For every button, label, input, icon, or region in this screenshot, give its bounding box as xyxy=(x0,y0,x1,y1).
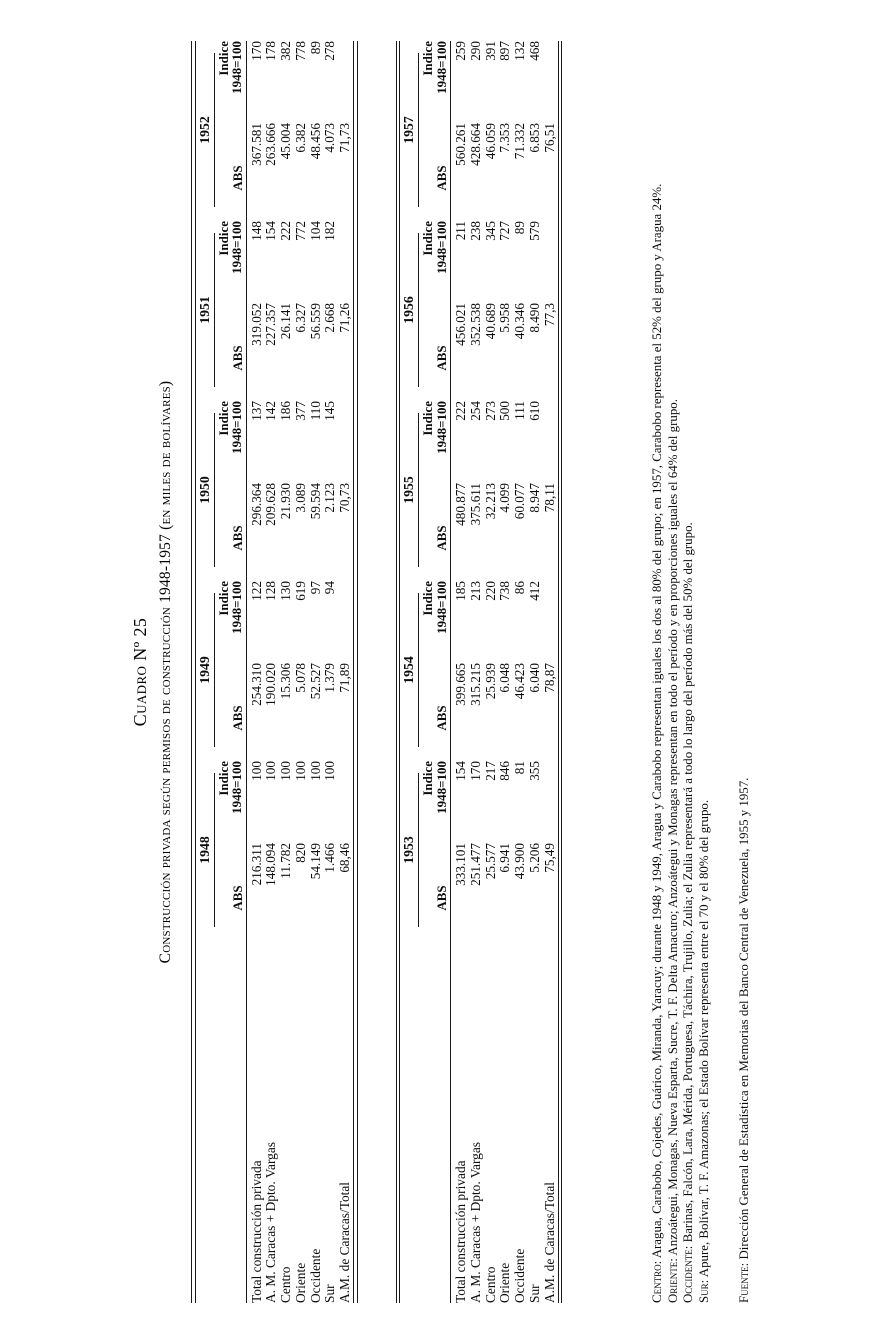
indice-value xyxy=(338,41,353,121)
indice-value: 278 xyxy=(322,41,338,61)
abs-value: 6.040 xyxy=(527,663,543,693)
abs-value: 32.213 xyxy=(482,483,498,520)
indice-value: 220 xyxy=(482,581,498,601)
indice-value: 100 xyxy=(248,761,264,781)
abs-value: 251.477 xyxy=(467,843,483,886)
abs-value: 2.668 xyxy=(322,303,338,333)
abs-header: ABS xyxy=(217,301,247,401)
indice-value: 772 xyxy=(292,221,308,241)
row-label: Occidente xyxy=(307,1248,323,1303)
abs-value: 6.941 xyxy=(497,843,513,873)
row-label-header xyxy=(421,941,451,1303)
indice-value: 468 xyxy=(527,41,543,61)
abs-value: 71,73 xyxy=(337,123,353,153)
indice-value: 213 xyxy=(467,581,483,601)
indice-header: Indice 1948=100 xyxy=(421,221,451,301)
year-header: 1948 xyxy=(195,761,217,941)
indice-header: Indice 1948=100 xyxy=(217,581,247,661)
indice-value: 185 xyxy=(453,581,469,601)
indice-value: 132 xyxy=(512,41,528,61)
table-row xyxy=(338,41,353,1303)
indice-value: 110 xyxy=(307,401,323,421)
table-row xyxy=(294,41,309,1303)
indice-value: 89 xyxy=(307,41,323,55)
abs-value: 46.059 xyxy=(482,123,498,160)
row-label: Occidente xyxy=(512,1248,528,1303)
abs-value: 71,89 xyxy=(337,663,353,693)
indice-value: 500 xyxy=(497,401,513,421)
abs-value: 6.048 xyxy=(497,663,513,693)
abs-value: 227.357 xyxy=(263,303,279,346)
abs-value: 75,49 xyxy=(541,843,557,873)
abs-value: 40.689 xyxy=(482,303,498,340)
abs-header: ABS xyxy=(217,661,247,761)
abs-value: 148.094 xyxy=(263,843,279,886)
indice-value: 897 xyxy=(497,41,513,61)
abs-value: 399.665 xyxy=(453,663,469,706)
row-label: Total construcción privada xyxy=(248,1160,264,1303)
indice-value: 170 xyxy=(467,761,483,781)
indice-value: 94 xyxy=(322,581,338,595)
abs-value: 4.099 xyxy=(497,483,513,513)
indice-value: 104 xyxy=(307,221,323,241)
indice-value: 89 xyxy=(512,221,528,235)
abs-value: 68,46 xyxy=(337,843,353,873)
indice-value: 377 xyxy=(292,401,308,421)
abs-value: 560.261 xyxy=(453,123,469,166)
abs-value: 48.456 xyxy=(307,123,323,160)
year-header: 1952 xyxy=(195,41,217,221)
abs-value: 352.538 xyxy=(467,303,483,346)
indice-value xyxy=(338,401,353,481)
indice-header: Indice 1948=100 xyxy=(217,761,247,841)
row-label: Sur xyxy=(322,1284,338,1303)
abs-value: 77,3 xyxy=(541,303,557,327)
data-table-first-half xyxy=(195,41,355,1303)
indice-header: Indice 1948=100 xyxy=(421,761,451,841)
indice-header: Indice 1948=100 xyxy=(421,41,451,121)
abs-value: 6.853 xyxy=(527,123,543,153)
indice-value: 142 xyxy=(263,401,279,421)
abs-value: 6.382 xyxy=(292,123,308,153)
indice-value: 254 xyxy=(467,401,483,421)
indice-value: 100 xyxy=(278,761,294,781)
abs-value: 21.930 xyxy=(278,483,294,520)
abs-value: 26.141 xyxy=(278,303,294,340)
abs-value: 78,87 xyxy=(541,663,557,693)
data-table-second-half xyxy=(399,41,559,1303)
abs-value: 333.101 xyxy=(453,843,469,886)
abs-value: 216.311 xyxy=(248,843,264,886)
abs-value: 315.215 xyxy=(467,663,483,706)
indice-header: Indice 1948=100 xyxy=(421,401,451,481)
footnote: Occidente: Barinas, Falcón, Lara, Mérida, Portuguesa, Táchira, Trujillo, Zulia; el Zulia representará a todo lo largo del período más del 50% del grupo. xyxy=(681,522,696,1303)
abs-value: 8.947 xyxy=(527,483,543,513)
table-row xyxy=(309,41,324,1303)
abs-value: 5.958 xyxy=(497,303,513,333)
table-1953-1957 xyxy=(396,41,563,1303)
row-label: Sur xyxy=(527,1284,543,1303)
abs-value: 5.078 xyxy=(292,663,308,693)
abs-value: 6.327 xyxy=(292,303,308,333)
row-label-header xyxy=(217,941,247,1303)
indice-value: 97 xyxy=(307,581,323,595)
footnote-lead: Centro: xyxy=(650,1260,665,1303)
indice-value: 355 xyxy=(527,761,543,781)
indice-value: 259 xyxy=(453,41,469,61)
indice-value xyxy=(338,221,353,301)
indice-value: 579 xyxy=(527,221,543,241)
abs-value: 319.052 xyxy=(248,303,264,346)
abs-value: 45.004 xyxy=(278,123,294,160)
indice-value: 619 xyxy=(292,581,308,601)
indice-value: 81 xyxy=(512,761,528,775)
footnote: Centro: Aragua, Carabobo, Cojedes, Guárico, Miranda, Yaracuy; durante 1948 y 1949, Aragua y Carabobo representan iguales los dos al 80% del grupo; en 1957, Carabobo representa el 52% del grupo y Aragua 24%. xyxy=(650,183,665,1303)
indice-value: 100 xyxy=(307,761,323,781)
footnotes xyxy=(650,58,712,1303)
footnote-lead: Sur: xyxy=(696,1279,711,1303)
indice-value: 145 xyxy=(322,401,338,421)
table-row xyxy=(528,41,543,1303)
indice-value: 86 xyxy=(512,581,528,595)
indice-value: 100 xyxy=(322,761,338,781)
indice-header: Indice 1948=100 xyxy=(217,401,247,481)
table-1948-1952 xyxy=(191,41,358,1303)
indice-value: 128 xyxy=(263,581,279,601)
indice-value xyxy=(543,41,558,121)
year-header: 1953 xyxy=(400,761,422,941)
abs-value: 263.666 xyxy=(263,123,279,166)
abs-header: ABS xyxy=(217,121,247,221)
indice-value xyxy=(543,581,558,661)
row-label: A. M. Caracas + Dpto. Vargas xyxy=(263,1141,279,1303)
indice-value: 290 xyxy=(467,41,483,61)
row-label: A.M. de Caracas/Total xyxy=(541,1181,557,1303)
table-row xyxy=(279,41,294,1303)
abs-header: ABS xyxy=(421,661,451,761)
indice-value xyxy=(543,761,558,841)
abs-value: 25.939 xyxy=(482,663,498,700)
indice-value: 610 xyxy=(527,401,543,421)
abs-value: 71.332 xyxy=(512,123,528,160)
abs-value: 375.611 xyxy=(467,483,483,526)
abs-value: 40.346 xyxy=(512,303,528,340)
indice-value xyxy=(338,581,353,661)
abs-value: 76,51 xyxy=(541,123,557,153)
abs-value: 820 xyxy=(292,843,308,863)
table-row xyxy=(513,41,528,1303)
row-label: Total construcción privada xyxy=(453,1160,469,1303)
indice-value: 130 xyxy=(278,581,294,601)
year-header: 1955 xyxy=(400,401,422,581)
row-label: Oriente xyxy=(497,1262,513,1303)
indice-value: 182 xyxy=(322,221,338,241)
table-number-title: Cuadro Nº 25 xyxy=(130,617,150,727)
indice-value: 217 xyxy=(482,761,498,781)
abs-value: 480.877 xyxy=(453,483,469,526)
indice-value: 412 xyxy=(527,581,543,601)
abs-value: 2.123 xyxy=(322,483,338,513)
abs-header: ABS xyxy=(421,301,451,401)
abs-value: 254.310 xyxy=(248,663,264,706)
table-row xyxy=(451,41,469,1303)
indice-value: 391 xyxy=(482,41,498,61)
table-row xyxy=(469,41,484,1303)
row-label-header xyxy=(195,941,217,1303)
abs-value: 190.020 xyxy=(263,663,279,706)
abs-header: ABS xyxy=(421,481,451,581)
year-header: 1957 xyxy=(400,41,422,221)
indice-value: 148 xyxy=(248,221,264,241)
abs-value: 25.577 xyxy=(482,843,498,880)
footnote-lead: Oriente: xyxy=(665,1258,680,1303)
row-label: Oriente xyxy=(292,1262,308,1303)
abs-value: 56.559 xyxy=(307,303,323,340)
indice-value: 846 xyxy=(497,761,513,781)
abs-value: 4.073 xyxy=(322,123,338,153)
indice-value xyxy=(543,221,558,301)
indice-value: 186 xyxy=(278,401,294,421)
table-row xyxy=(246,41,264,1303)
year-header: 1950 xyxy=(195,401,217,581)
abs-value: 209.628 xyxy=(263,483,279,526)
row-label: A.M. de Caracas/Total xyxy=(337,1181,353,1303)
abs-value: 428.664 xyxy=(467,123,483,166)
indice-header: Indice 1948=100 xyxy=(217,221,247,301)
row-label: Centro xyxy=(278,1266,294,1303)
indice-value: 345 xyxy=(482,221,498,241)
table-row xyxy=(323,41,338,1303)
abs-value: 5.206 xyxy=(527,843,543,873)
abs-header: ABS xyxy=(421,121,451,221)
abs-header: ABS xyxy=(217,841,247,941)
table-row xyxy=(543,41,558,1303)
table-row xyxy=(264,41,279,1303)
table-row xyxy=(484,41,499,1303)
indice-value: 100 xyxy=(263,761,279,781)
indice-value: 170 xyxy=(248,41,264,61)
indice-header: Indice 1948=100 xyxy=(217,41,247,121)
abs-value: 60.077 xyxy=(512,483,528,520)
footnote: Oriente: Anzoátegui, Monagas, Nueva Esparta, Sucre, T. F. Delta Amacuro; Anzoátegui y Monagas representan en todo el período y en proporciones iguales el 64% del grupo. xyxy=(665,399,680,1303)
abs-value: 456.021 xyxy=(453,303,469,346)
indice-header: Indice 1948=100 xyxy=(421,581,451,661)
abs-header: ABS xyxy=(217,481,247,581)
indice-value: 100 xyxy=(292,761,308,781)
abs-value: 367.581 xyxy=(248,123,264,166)
abs-header: ABS xyxy=(421,841,451,941)
abs-value: 59.594 xyxy=(307,483,323,520)
indice-value: 222 xyxy=(453,401,469,421)
abs-value: 11.782 xyxy=(278,843,294,879)
indice-value: 111 xyxy=(512,401,528,420)
abs-value: 71,26 xyxy=(337,303,353,333)
indice-value xyxy=(543,401,558,481)
year-header: 1951 xyxy=(195,221,217,401)
footnote-lead: Occidente: xyxy=(681,1245,696,1303)
source-lead: Fuente: xyxy=(736,1262,751,1303)
abs-value: 54.149 xyxy=(307,843,323,880)
indice-value: 738 xyxy=(497,581,513,601)
indice-value: 238 xyxy=(467,221,483,241)
indice-value xyxy=(338,761,353,841)
abs-value: 8.490 xyxy=(527,303,543,333)
indice-value: 137 xyxy=(248,401,264,421)
abs-value: 1.379 xyxy=(322,663,338,693)
indice-value: 222 xyxy=(278,221,294,241)
indice-value: 178 xyxy=(263,41,279,61)
row-label: A. M. Caracas + Dpto. Vargas xyxy=(467,1141,483,1303)
indice-value: 778 xyxy=(292,41,308,61)
abs-value: 15.306 xyxy=(278,663,294,700)
indice-value: 273 xyxy=(482,401,498,421)
table-row xyxy=(498,41,513,1303)
source-text: Dirección General de Estadística en Memorias del Banco Central de Venezuela, 1955 y 1957. xyxy=(736,777,751,1260)
indice-value: 154 xyxy=(453,761,469,781)
abs-value: 46.423 xyxy=(512,663,528,700)
year-header: 1954 xyxy=(400,581,422,761)
indice-value: 382 xyxy=(278,41,294,61)
indice-value: 122 xyxy=(248,581,264,601)
footnote: Sur: Apure, Bolívar, T. F. Amazonas; el Estado Bolívar representa entre el 70 y el 80% del grupo. xyxy=(696,799,711,1303)
abs-value: 7.353 xyxy=(497,123,513,153)
abs-value: 52.527 xyxy=(307,663,323,700)
abs-value: 296.364 xyxy=(248,483,264,526)
row-label-header xyxy=(400,941,422,1303)
indice-value: 154 xyxy=(263,221,279,241)
abs-value: 70,73 xyxy=(337,483,353,513)
abs-value: 43.900 xyxy=(512,843,528,880)
indice-value: 211 xyxy=(453,221,469,241)
row-label: Centro xyxy=(482,1266,498,1303)
abs-value: 3.089 xyxy=(292,483,308,513)
source-note xyxy=(737,0,753,1303)
abs-value: 1.466 xyxy=(322,843,338,873)
table-title: Construcción privada según permisos de construcción 1948-1957 (en miles de bolívares) xyxy=(157,380,174,964)
year-header: 1956 xyxy=(400,221,422,401)
abs-value: 78,11 xyxy=(541,483,557,513)
year-header: 1949 xyxy=(195,581,217,761)
indice-value: 727 xyxy=(497,221,513,241)
